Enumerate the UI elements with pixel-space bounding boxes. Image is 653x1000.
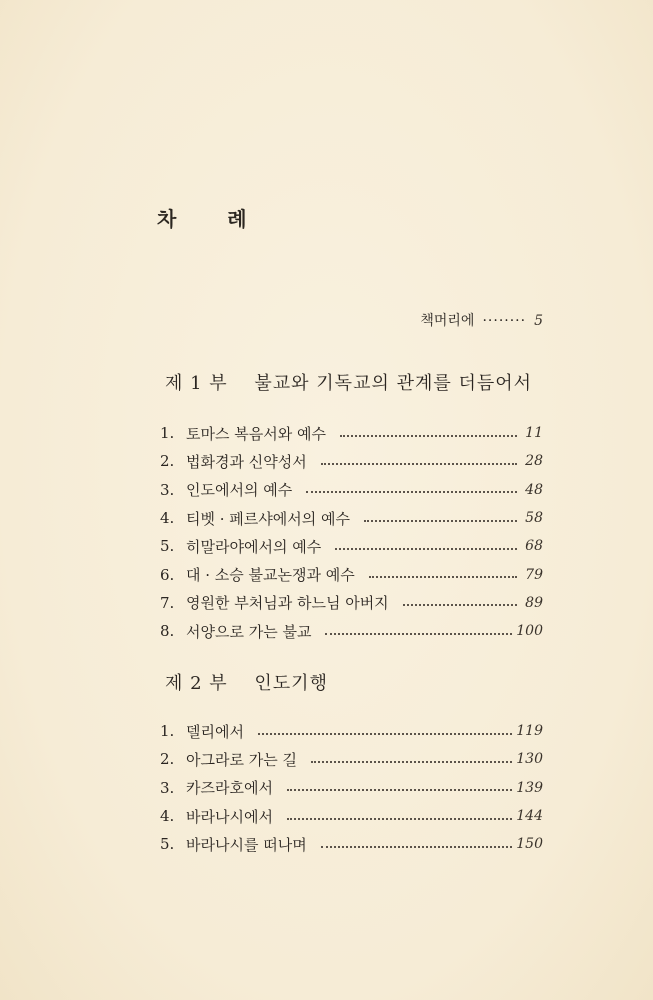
entry-page: 144 [516,808,543,825]
entry-title: 바라나시를 떠나며 [186,835,307,854]
entry-title: 토마스 복음서와 예수 [186,424,326,443]
part-title: 불교와 기독교의 관계를 더듬어서 [254,373,533,394]
entry-index: 5. [160,537,175,556]
entry-page: 130 [516,751,543,768]
toc-entry[interactable] [160,774,543,802]
entry-page: 150 [516,836,543,853]
part-number: 제 1 부 [165,373,228,394]
toc-entry[interactable] [160,589,543,617]
entry-index: 3. [160,480,175,499]
preface-leader: ········ [482,313,527,329]
dot-leader [340,434,517,437]
dot-leader [325,632,512,635]
entry-page: 11 [525,425,543,442]
entry-index: 1. [160,424,175,443]
toc-entry[interactable] [160,717,543,745]
entry-index: 4. [160,509,175,528]
entry-page: 58 [525,510,543,527]
dot-leader [364,519,517,522]
dot-leader [321,845,513,848]
entry-index: 7. [160,593,175,612]
entry-page: 79 [525,566,543,583]
preface-page: 5 [534,313,543,329]
dot-leader [306,490,517,493]
toc-entry[interactable] [160,447,543,475]
entry-index: 1. [160,722,175,741]
dot-leader [311,760,512,763]
entry-page: 68 [525,538,543,555]
entry-title: 바라나시에서 [186,807,273,826]
part-number: 제 2 부 [165,673,228,694]
entry-title: 법화경과 신약성서 [186,452,307,471]
dot-leader [287,817,512,820]
entry-index: 2. [160,452,175,471]
entry-page: 28 [525,453,543,470]
toc-entry[interactable] [160,419,543,447]
toc-entry[interactable] [160,504,543,532]
entry-index: 5. [160,835,175,854]
entry-title: 서양으로 가는 불교 [186,622,312,641]
entry-title: 카즈라호에서 [186,779,273,798]
entry-index: 6. [160,565,175,584]
entry-title: 티벳 · 페르샤에서의 예수 [186,509,350,528]
toc-entry[interactable] [160,476,543,504]
entry-title: 델리에서 [186,722,244,741]
preface-label: 책머리에 [420,313,475,329]
toc-entry[interactable] [160,830,543,858]
entry-index: 3. [160,778,175,797]
entry-page: 100 [516,623,543,640]
toc-entry[interactable] [160,560,543,588]
toc-entry[interactable] [160,745,543,773]
entry-page: 48 [525,481,543,498]
toc-entry[interactable] [160,802,543,830]
entry-page: 89 [525,594,543,611]
part-title: 인도기행 [254,673,328,694]
page-title: 차 례 [157,207,269,231]
dot-leader [258,732,512,735]
dot-leader [287,788,512,791]
toc-entry[interactable] [160,532,543,560]
entry-title: 영원한 부처님과 하느님 아버지 [186,594,389,613]
part-2-heading [165,669,328,695]
dot-leader [335,547,517,550]
preface-entry[interactable] [420,310,543,330]
toc-entry[interactable] [160,617,543,645]
dot-leader [369,575,517,578]
dot-leader [321,462,517,465]
entry-title: 아그라로 가는 길 [186,750,297,769]
entry-index: 4. [160,807,175,826]
entry-title: 인도에서의 예수 [186,481,293,500]
entry-page: 139 [516,779,543,796]
part-2-list [160,717,543,858]
part-1-heading [165,369,532,395]
entry-index: 8. [160,622,175,641]
entry-index: 2. [160,750,175,769]
entry-title: 대 · 소승 불교논쟁과 예수 [186,566,355,585]
entry-title: 히말라야에서의 예수 [186,537,322,556]
dot-leader [403,603,517,606]
entry-page: 119 [516,723,543,740]
part-1-list [160,419,543,645]
